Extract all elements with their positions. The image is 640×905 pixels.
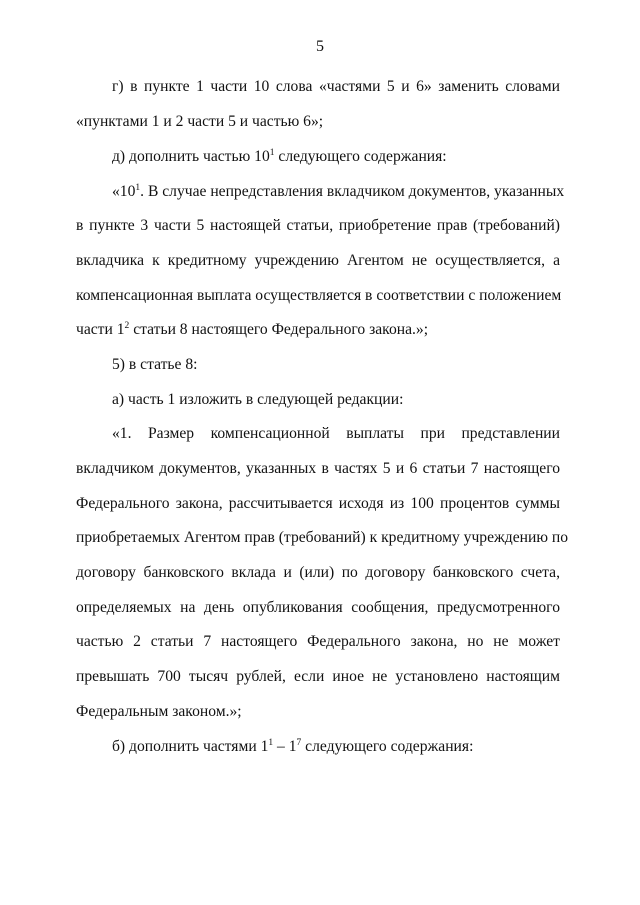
text-line: «пунктами 1 и 2 части 5 и частью 6»;: [76, 113, 324, 130]
text-segment: б) дополнить частями 1: [112, 738, 269, 755]
text-line: [112, 182, 565, 202]
text-segment: д) дополнить частью 10: [112, 148, 270, 165]
text-line: 5) в статье 8:: [112, 356, 198, 373]
superscript: 2: [124, 321, 130, 331]
text-segment: следующего содержания:: [274, 148, 447, 165]
text-segment: «10: [112, 183, 136, 200]
text-line: частью 2 статьи 7 настоящего Федерального закона, но не может: [76, 633, 560, 650]
text-line: [112, 737, 560, 757]
superscript: 1: [135, 183, 141, 193]
text-line: [76, 320, 560, 340]
text-line: компенсационная выплата осуществляется в соответствии с положением: [76, 287, 562, 304]
text-line: а) часть 1 изложить в следующей редакции:: [112, 391, 404, 408]
text-segment: . В случае непредставления вкладчиком документов, указанных: [140, 183, 565, 200]
superscript: 7: [296, 738, 302, 748]
text-line: превышать 700 тысяч рублей, если иное не установлено настоящим: [76, 668, 560, 685]
text-segment: следующего содержания:: [301, 738, 474, 755]
text-line: [112, 147, 560, 167]
text-line: вкладчиком документов, указанных в частях 5 и 6 статьи 7 настоящего: [76, 460, 560, 477]
text-line: договору банковского вклада и (или) по договору банковского счета,: [76, 564, 560, 581]
text-line: в пункте 3 части 5 настоящей статьи, приобретение прав (требований): [76, 217, 560, 234]
text-segment: – 1: [273, 738, 297, 755]
superscript: 1: [269, 148, 275, 158]
text-line: Федерального закона, рассчитывается исходя из 100 процентов суммы: [76, 495, 560, 512]
text-line: Федеральным законом.»;: [76, 703, 242, 720]
text-segment: части 1: [76, 321, 125, 338]
text-line: приобретаемых Агентом прав (требований) к кредитному учреждению по: [76, 529, 569, 546]
text-segment: статьи 8 настоящего Федерального закона.»;: [129, 321, 429, 338]
text-line: г) в пункте 1 части 10 слова «частями 5 и 6» заменить словами: [112, 78, 560, 95]
text-line: «1. Размер компенсационной выплаты при представлении: [112, 425, 560, 442]
text-line: вкладчика к кредитному учреждению Агентом не осуществляется, а: [76, 252, 560, 269]
text-line: определяемых на день опубликования сообщения, предусмотренного: [76, 599, 560, 616]
page-number: 5: [316, 38, 324, 55]
superscript: 1: [268, 738, 274, 748]
